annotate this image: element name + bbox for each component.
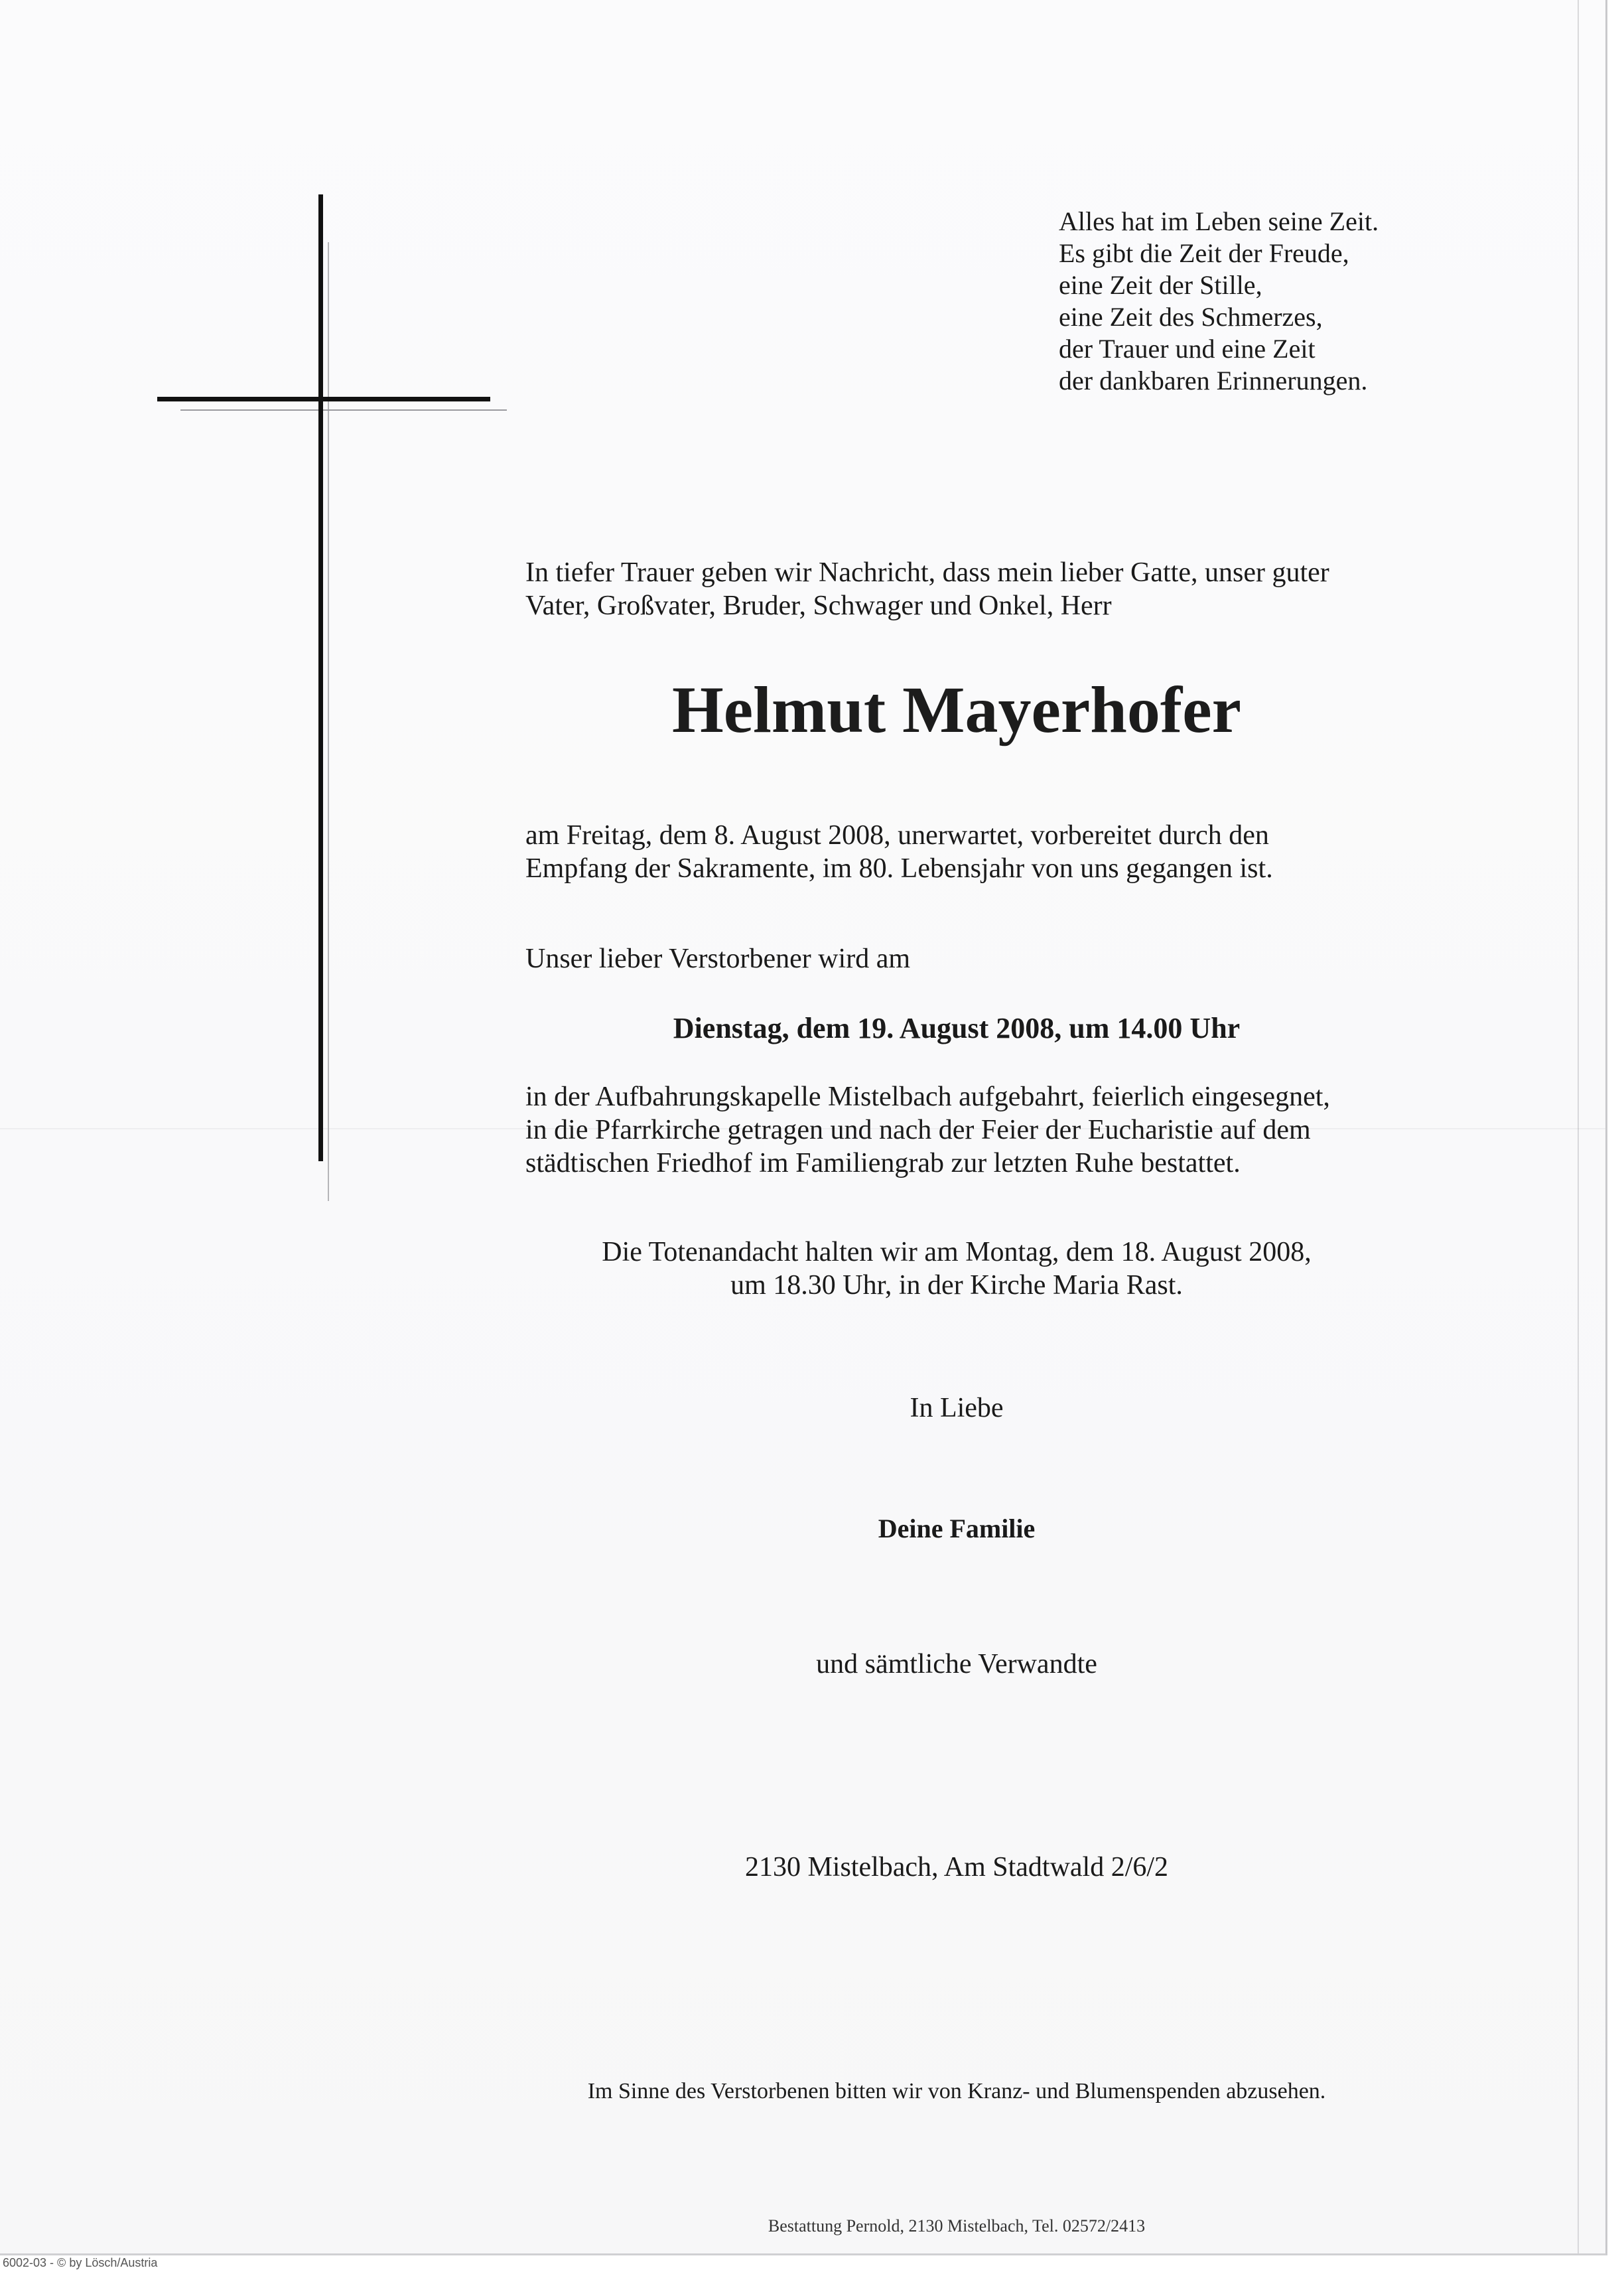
ceremony-paragraph xyxy=(525,1080,1388,1180)
poem-line: der dankbaren Erinnerungen. xyxy=(1059,366,1368,395)
donation-request: Im Sinne des Verstorbenen bitten wir von Kranz- und Blumenspenden abzusehen. xyxy=(587,2079,1326,2103)
cross-vertical-shadow xyxy=(328,242,329,1201)
intro-line: In tiefer Trauer geben wir Nachricht, dass mein lieber Gatte, unser guter xyxy=(525,557,1329,588)
ceremony-line: in der Aufbahrungskapelle Mistelbach aufgebahrt, feierlich eingesegnet, xyxy=(525,1082,1330,1112)
poem-line: eine Zeit der Stille, xyxy=(1059,270,1262,300)
funeral-date: Dienstag, dem 19. August 2008, um 14.00 Uhr xyxy=(673,1012,1241,1044)
prayer-service-line: um 18.30 Uhr, in der Kirche Maria Rast. xyxy=(730,1270,1183,1301)
cross-horizontal-shadow xyxy=(180,409,507,411)
prayer-service-line: Die Totenandacht halten wir am Montag, dem 18. August 2008, xyxy=(602,1237,1312,1267)
poem-line: Alles hat im Leben seine Zeit. xyxy=(1059,206,1379,236)
passing-paragraph xyxy=(525,819,1388,885)
paper-edge-line xyxy=(1578,0,1579,2253)
printer-mark: 6002-03 - © by Lösch/Austria xyxy=(3,2256,158,2269)
cross-horizontal-bar xyxy=(157,397,490,401)
relatives-text: und sämtliche Verwandte xyxy=(816,1649,1097,1679)
funeral-home-info: Bestattung Pernold, 2130 Mistelbach, Tel. 02572/2413 xyxy=(768,2216,1146,2236)
ceremony-line: in die Pfarrkirche getragen und nach der Feier der Eucharistie auf dem xyxy=(525,1115,1311,1145)
poem-line: Es gibt die Zeit der Freude, xyxy=(1059,238,1349,268)
poem xyxy=(1059,206,1379,397)
ceremony-line: städtischen Friedhof im Familiengrab zur letzten Ruhe bestattet. xyxy=(525,1148,1241,1178)
intro-paragraph xyxy=(525,556,1388,622)
prayer-service-paragraph xyxy=(525,1236,1388,1302)
poem-line: der Trauer und eine Zeit xyxy=(1059,334,1316,364)
announcement-text: Unser lieber Verstorbener wird am xyxy=(525,944,911,974)
family-signature: Deine Familie xyxy=(878,1514,1036,1543)
deceased-name: Helmut Mayerhofer xyxy=(671,673,1241,746)
family-address: 2130 Mistelbach, Am Stadtwald 2/6/2 xyxy=(744,1852,1169,1882)
passing-line: Empfang der Sakramente, im 80. Lebensjahr von uns gegangen ist. xyxy=(525,853,1273,884)
passing-line: am Freitag, dem 8. August 2008, unerwartet, vorbereitet durch den xyxy=(525,820,1269,851)
closing-text: In Liebe xyxy=(910,1393,1004,1423)
cross-vertical-bar xyxy=(318,194,323,1161)
poem-line: eine Zeit des Schmerzes, xyxy=(1059,302,1323,332)
intro-line: Vater, Großvater, Bruder, Schwager und Onkel, Herr xyxy=(525,591,1112,621)
